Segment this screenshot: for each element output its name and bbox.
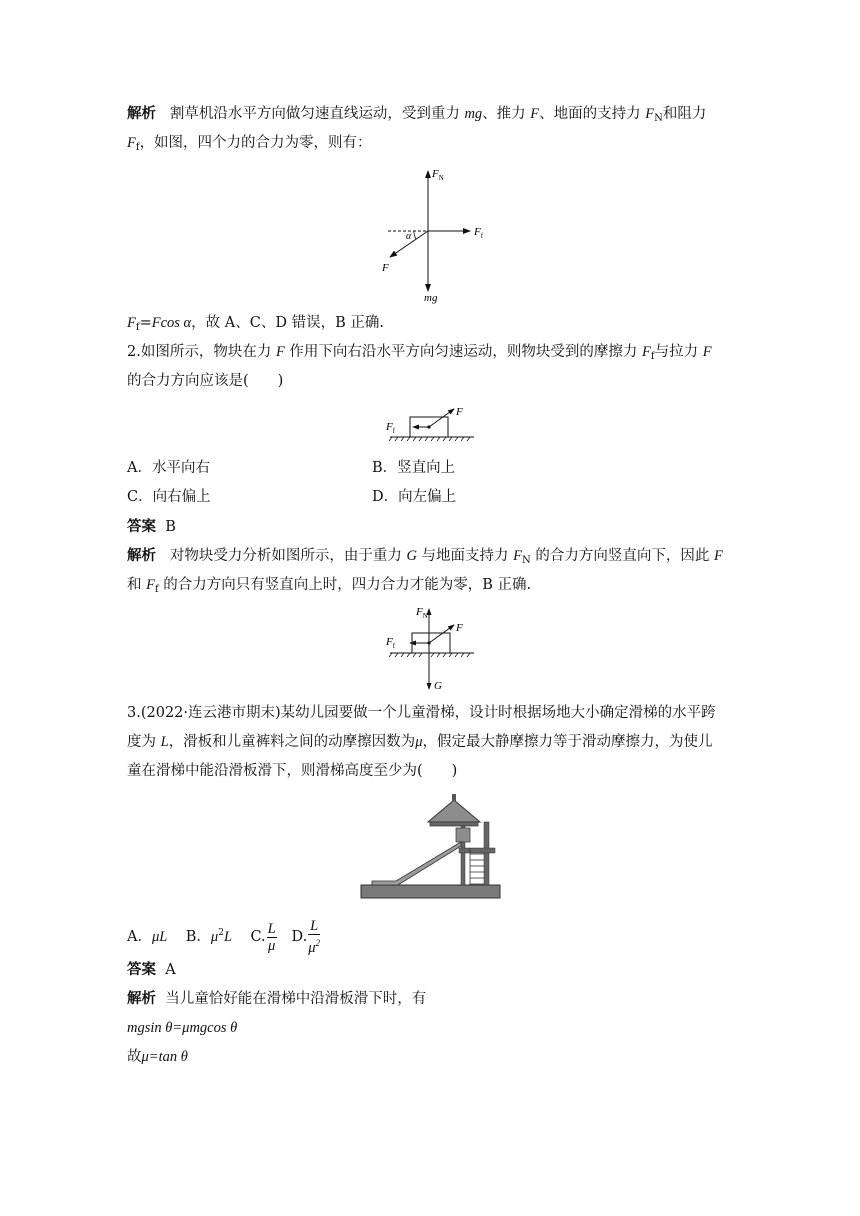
subscript: N [654,113,663,124]
text: ，假定最大静摩擦力等于滑动摩擦力，为使儿 [422,734,713,750]
q3-answer [127,960,176,980]
subscript: N [522,555,531,566]
text: 和 [127,577,147,593]
text: 的合力方向竖直向下，因此 [530,548,714,564]
force-diagram-3 [382,601,482,697]
text: 与拉力 [654,344,703,360]
text: ，如图，四个力的合力为零，则有： [139,135,372,151]
math-cos: cos α [160,315,192,331]
math-mg: mg [464,106,483,122]
q2-option-C: C．向右偏上 [127,489,211,505]
analysis1-conclusion [127,313,384,338]
answer-label: 答案 [127,962,156,978]
text: 对物块受力分析如图所示，由于重力 [169,548,407,564]
label-G: G [434,680,442,692]
text: 的合力方向只有竖直向上时，四力合力才能为零，B 正确. [158,577,532,593]
text: 的合力方向应该是( ) [127,373,284,389]
text: 作用下向右沿水平方向匀速运动，则物块受到的摩擦力 [284,344,643,360]
analysis1-line2 [127,133,372,158]
q2-line2 [127,371,283,391]
math-mu: μ [415,734,423,750]
text: 3.(2022·连云港市期末)某幼儿园要做一个儿童滑梯，设计时根据场地大小确定滑梯的水平跨 [127,705,716,721]
analysis-label: 解析 [127,548,156,564]
q2-line1 [127,342,712,367]
equation: μ=tan θ [141,1049,188,1065]
subscript: f [154,584,159,595]
math-F: F [275,344,285,360]
option-C-fraction [267,921,277,954]
text: 割草机沿水平方向做匀速直线运动，受到重力 [169,106,465,122]
label-mg: mg [424,292,438,304]
math-F: F [530,106,540,122]
block-diagram-2 [382,403,482,449]
text: 、地面的支持力 [539,106,646,122]
option-B-label: B． [185,929,211,945]
answer-value: A [165,962,176,978]
math-L: L [160,734,169,750]
subscript: f [135,322,140,333]
analysis-label: 解析 [127,106,156,122]
den-mu: μ [308,940,316,956]
option-A-value: μL [151,929,168,945]
label-Ff: $F_f$ [386,421,396,435]
slide-illustration [360,788,505,904]
math-F: F [702,344,712,360]
option-C-label: C. [250,929,266,945]
label-F: F [382,262,389,274]
answer-value: B [165,519,176,535]
label-F: F [456,406,463,418]
superscript: 2 [315,938,321,948]
denominator [308,935,320,956]
text: 与地面支持力 [416,548,514,564]
math-FN: F [645,106,655,122]
option-B-mu: μ [210,929,219,945]
math-FN: F [513,548,522,564]
analysis1-line1 [127,104,706,129]
numerator: L [310,918,319,934]
equation: mgsin θ=μmgcos θ [127,1020,238,1036]
text: = [139,315,152,331]
option-D-label: D. [291,929,308,945]
option-B-L: L [223,929,233,945]
math-F: F [151,315,161,331]
q2-option-B: B．竖直向上 [372,460,456,476]
force-diagram-1 [370,165,500,309]
math-Ff: F [642,344,651,360]
math-F: F [713,548,723,564]
text: 童在滑梯中能沿滑板滑下，则滑梯高度至少为( ) [127,763,458,779]
math-Ff: F [127,135,136,151]
q3-analysis-line1 [127,989,426,1009]
q3-line3 [127,761,457,781]
math-Ff: F [127,315,136,331]
label-FN: $F_N$ [432,168,444,182]
option-D-fraction [308,918,320,956]
text: 当儿童恰好能在滑梯中沿滑板滑下时，有 [165,991,427,1007]
q3-line2 [127,732,712,752]
text: ，故 A、C、D 错误，B 正确. [191,315,384,331]
math-Ff: F [146,577,155,593]
q3-line1 [127,703,716,723]
numerator: L [267,920,276,937]
text: 2.如图所示，物块在力 [127,344,276,360]
analysis-label: 解析 [127,991,156,1007]
q2-option-A: A．水平向右 [127,460,210,476]
q3-equation-1 [127,1018,237,1038]
label-Ff: $F_f$ [386,636,396,650]
q2-analysis-line1 [127,546,723,571]
text: 度为 [127,734,161,750]
denominator: μ [268,937,276,954]
text: 故 [127,1049,142,1065]
label-FN: $F_N$ [416,606,428,620]
label-Ff: $F_f$ [474,226,484,240]
label-F: F [456,622,463,634]
subscript: f [650,351,655,362]
text: ，滑板和儿童裤料之间的动摩擦因数为 [168,734,416,750]
answer-label: 答案 [127,519,156,535]
superscript: 2 [218,928,224,938]
q3-equation-2 [127,1047,188,1067]
q2-analysis-line2 [127,575,531,600]
q2-option-D: D．向左偏上 [372,489,457,505]
text: 、推力 [482,106,531,122]
subscript: f [135,142,140,153]
math-G: G [406,548,417,564]
q3-options [127,918,321,956]
option-A-label: A． [127,929,152,945]
text: 和阻力 [662,106,707,122]
q2-answer [127,517,176,537]
label-alpha: α [406,231,412,242]
